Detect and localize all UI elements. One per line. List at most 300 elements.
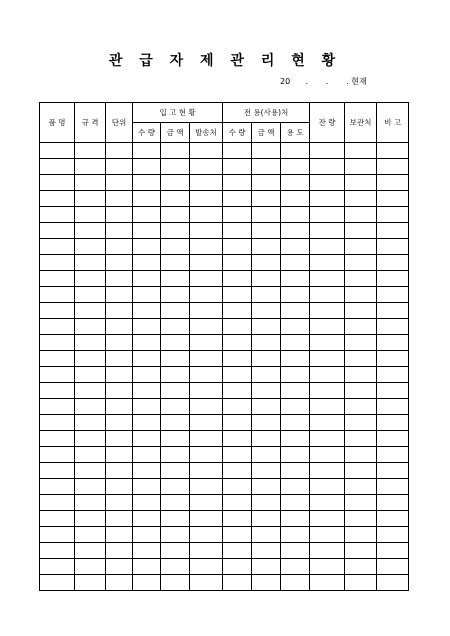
table-cell[interactable] xyxy=(310,207,345,223)
table-cell[interactable] xyxy=(40,527,75,543)
table-cell[interactable] xyxy=(161,255,190,271)
table-cell[interactable] xyxy=(106,383,133,399)
table-cell[interactable] xyxy=(223,191,252,207)
table-cell[interactable] xyxy=(190,479,223,495)
table-cell[interactable] xyxy=(252,415,281,431)
table-cell[interactable] xyxy=(40,367,75,383)
table-cell[interactable] xyxy=(310,527,345,543)
table-cell[interactable] xyxy=(345,271,377,287)
table-cell[interactable] xyxy=(252,511,281,527)
table-cell[interactable] xyxy=(377,479,409,495)
table-cell[interactable] xyxy=(345,463,377,479)
table-cell[interactable] xyxy=(75,527,106,543)
table-cell[interactable] xyxy=(310,415,345,431)
table-cell[interactable] xyxy=(190,559,223,575)
table-cell[interactable] xyxy=(252,239,281,255)
table-cell[interactable] xyxy=(252,175,281,191)
table-cell[interactable] xyxy=(161,543,190,559)
table-cell[interactable] xyxy=(223,543,252,559)
table-cell[interactable] xyxy=(161,511,190,527)
table-cell[interactable] xyxy=(40,303,75,319)
table-cell[interactable] xyxy=(252,447,281,463)
table-cell[interactable] xyxy=(377,559,409,575)
table-cell[interactable] xyxy=(133,447,161,463)
table-cell[interactable] xyxy=(190,335,223,351)
table-cell[interactable] xyxy=(310,511,345,527)
table-cell[interactable] xyxy=(377,383,409,399)
table-cell[interactable] xyxy=(133,175,161,191)
table-cell[interactable] xyxy=(310,447,345,463)
table-cell[interactable] xyxy=(161,271,190,287)
table-cell[interactable] xyxy=(310,303,345,319)
table-cell[interactable] xyxy=(133,463,161,479)
table-cell[interactable] xyxy=(106,175,133,191)
table-cell[interactable] xyxy=(75,143,106,159)
table-cell[interactable] xyxy=(252,399,281,415)
table-cell[interactable] xyxy=(161,415,190,431)
table-cell[interactable] xyxy=(75,463,106,479)
table-cell[interactable] xyxy=(161,223,190,239)
table-cell[interactable] xyxy=(133,479,161,495)
table-cell[interactable] xyxy=(377,447,409,463)
table-cell[interactable] xyxy=(345,383,377,399)
table-cell[interactable] xyxy=(75,335,106,351)
table-cell[interactable] xyxy=(75,239,106,255)
table-cell[interactable] xyxy=(310,575,345,591)
table-cell[interactable] xyxy=(281,351,310,367)
table-cell[interactable] xyxy=(223,511,252,527)
table-cell[interactable] xyxy=(377,543,409,559)
table-cell[interactable] xyxy=(223,575,252,591)
table-cell[interactable] xyxy=(40,511,75,527)
table-cell[interactable] xyxy=(190,511,223,527)
table-cell[interactable] xyxy=(106,511,133,527)
table-cell[interactable] xyxy=(345,335,377,351)
table-cell[interactable] xyxy=(106,495,133,511)
table-cell[interactable] xyxy=(223,223,252,239)
table-cell[interactable] xyxy=(190,191,223,207)
table-cell[interactable] xyxy=(223,447,252,463)
table-cell[interactable] xyxy=(190,175,223,191)
table-cell[interactable] xyxy=(161,559,190,575)
table-cell[interactable] xyxy=(281,335,310,351)
table-cell[interactable] xyxy=(161,479,190,495)
table-cell[interactable] xyxy=(75,303,106,319)
table-cell[interactable] xyxy=(281,271,310,287)
table-cell[interactable] xyxy=(106,239,133,255)
table-cell[interactable] xyxy=(190,527,223,543)
table-cell[interactable] xyxy=(345,527,377,543)
table-cell[interactable] xyxy=(345,447,377,463)
table-cell[interactable] xyxy=(190,415,223,431)
table-cell[interactable] xyxy=(223,303,252,319)
table-cell[interactable] xyxy=(106,447,133,463)
table-cell[interactable] xyxy=(106,367,133,383)
table-cell[interactable] xyxy=(281,287,310,303)
table-cell[interactable] xyxy=(377,431,409,447)
table-cell[interactable] xyxy=(310,255,345,271)
table-cell[interactable] xyxy=(377,319,409,335)
table-cell[interactable] xyxy=(377,255,409,271)
table-cell[interactable] xyxy=(345,255,377,271)
table-cell[interactable] xyxy=(377,239,409,255)
table-cell[interactable] xyxy=(133,255,161,271)
table-cell[interactable] xyxy=(161,207,190,223)
table-cell[interactable] xyxy=(310,191,345,207)
table-cell[interactable] xyxy=(106,431,133,447)
table-cell[interactable] xyxy=(75,319,106,335)
table-cell[interactable] xyxy=(40,495,75,511)
table-cell[interactable] xyxy=(190,303,223,319)
table-cell[interactable] xyxy=(281,399,310,415)
table-cell[interactable] xyxy=(190,383,223,399)
table-cell[interactable] xyxy=(345,175,377,191)
table-cell[interactable] xyxy=(223,239,252,255)
table-cell[interactable] xyxy=(223,255,252,271)
table-cell[interactable] xyxy=(40,207,75,223)
table-cell[interactable] xyxy=(133,239,161,255)
table-cell[interactable] xyxy=(310,223,345,239)
table-cell[interactable] xyxy=(190,159,223,175)
table-cell[interactable] xyxy=(223,207,252,223)
table-cell[interactable] xyxy=(281,463,310,479)
table-cell[interactable] xyxy=(281,431,310,447)
table-cell[interactable] xyxy=(75,479,106,495)
table-cell[interactable] xyxy=(190,351,223,367)
table-cell[interactable] xyxy=(40,223,75,239)
table-cell[interactable] xyxy=(106,527,133,543)
table-cell[interactable] xyxy=(161,159,190,175)
table-cell[interactable] xyxy=(310,479,345,495)
table-cell[interactable] xyxy=(223,367,252,383)
table-cell[interactable] xyxy=(345,303,377,319)
table-cell[interactable] xyxy=(40,351,75,367)
table-cell[interactable] xyxy=(252,431,281,447)
table-cell[interactable] xyxy=(281,319,310,335)
table-cell[interactable] xyxy=(223,463,252,479)
table-cell[interactable] xyxy=(133,143,161,159)
table-cell[interactable] xyxy=(106,415,133,431)
table-cell[interactable] xyxy=(106,303,133,319)
table-cell[interactable] xyxy=(281,495,310,511)
table-cell[interactable] xyxy=(377,463,409,479)
table-cell[interactable] xyxy=(252,287,281,303)
table-cell[interactable] xyxy=(133,303,161,319)
table-cell[interactable] xyxy=(223,559,252,575)
table-cell[interactable] xyxy=(75,175,106,191)
table-cell[interactable] xyxy=(223,159,252,175)
table-cell[interactable] xyxy=(40,463,75,479)
table-cell[interactable] xyxy=(345,143,377,159)
table-cell[interactable] xyxy=(40,415,75,431)
table-cell[interactable] xyxy=(161,319,190,335)
table-cell[interactable] xyxy=(345,223,377,239)
table-cell[interactable] xyxy=(40,431,75,447)
table-cell[interactable] xyxy=(190,207,223,223)
table-cell[interactable] xyxy=(106,223,133,239)
table-cell[interactable] xyxy=(40,239,75,255)
table-cell[interactable] xyxy=(345,511,377,527)
table-cell[interactable] xyxy=(281,367,310,383)
table-cell[interactable] xyxy=(133,207,161,223)
table-cell[interactable] xyxy=(133,223,161,239)
table-cell[interactable] xyxy=(223,143,252,159)
table-cell[interactable] xyxy=(252,463,281,479)
table-cell[interactable] xyxy=(161,143,190,159)
table-cell[interactable] xyxy=(281,159,310,175)
table-cell[interactable] xyxy=(133,415,161,431)
table-cell[interactable] xyxy=(377,159,409,175)
table-cell[interactable] xyxy=(106,335,133,351)
table-cell[interactable] xyxy=(161,447,190,463)
table-cell[interactable] xyxy=(161,191,190,207)
table-cell[interactable] xyxy=(75,255,106,271)
table-cell[interactable] xyxy=(40,447,75,463)
table-cell[interactable] xyxy=(223,527,252,543)
table-cell[interactable] xyxy=(161,303,190,319)
table-cell[interactable] xyxy=(133,159,161,175)
table-cell[interactable] xyxy=(190,447,223,463)
table-cell[interactable] xyxy=(75,287,106,303)
table-cell[interactable] xyxy=(106,271,133,287)
table-cell[interactable] xyxy=(161,575,190,591)
table-cell[interactable] xyxy=(106,159,133,175)
table-cell[interactable] xyxy=(133,575,161,591)
table-cell[interactable] xyxy=(345,495,377,511)
table-cell[interactable] xyxy=(252,191,281,207)
table-cell[interactable] xyxy=(377,143,409,159)
table-cell[interactable] xyxy=(161,527,190,543)
table-cell[interactable] xyxy=(106,287,133,303)
table-cell[interactable] xyxy=(223,415,252,431)
table-cell[interactable] xyxy=(252,159,281,175)
table-cell[interactable] xyxy=(281,207,310,223)
table-cell[interactable] xyxy=(252,559,281,575)
table-cell[interactable] xyxy=(190,287,223,303)
table-cell[interactable] xyxy=(377,175,409,191)
table-cell[interactable] xyxy=(161,383,190,399)
table-cell[interactable] xyxy=(223,287,252,303)
table-cell[interactable] xyxy=(223,399,252,415)
table-cell[interactable] xyxy=(252,383,281,399)
table-cell[interactable] xyxy=(190,431,223,447)
table-cell[interactable] xyxy=(75,399,106,415)
table-cell[interactable] xyxy=(40,383,75,399)
table-cell[interactable] xyxy=(75,495,106,511)
table-cell[interactable] xyxy=(106,575,133,591)
table-cell[interactable] xyxy=(281,543,310,559)
table-cell[interactable] xyxy=(40,479,75,495)
table-cell[interactable] xyxy=(345,319,377,335)
table-cell[interactable] xyxy=(133,543,161,559)
table-cell[interactable] xyxy=(252,319,281,335)
table-cell[interactable] xyxy=(40,335,75,351)
table-cell[interactable] xyxy=(133,527,161,543)
table-cell[interactable] xyxy=(310,159,345,175)
table-cell[interactable] xyxy=(75,383,106,399)
table-cell[interactable] xyxy=(223,383,252,399)
table-cell[interactable] xyxy=(377,511,409,527)
table-cell[interactable] xyxy=(133,335,161,351)
table-cell[interactable] xyxy=(75,415,106,431)
table-cell[interactable] xyxy=(345,431,377,447)
table-cell[interactable] xyxy=(377,191,409,207)
table-cell[interactable] xyxy=(310,399,345,415)
table-cell[interactable] xyxy=(281,559,310,575)
table-cell[interactable] xyxy=(310,383,345,399)
table-cell[interactable] xyxy=(345,351,377,367)
table-cell[interactable] xyxy=(310,143,345,159)
table-cell[interactable] xyxy=(133,511,161,527)
table-cell[interactable] xyxy=(133,287,161,303)
table-cell[interactable] xyxy=(345,559,377,575)
table-cell[interactable] xyxy=(377,527,409,543)
table-cell[interactable] xyxy=(106,559,133,575)
table-cell[interactable] xyxy=(40,543,75,559)
table-cell[interactable] xyxy=(161,239,190,255)
table-cell[interactable] xyxy=(133,367,161,383)
table-cell[interactable] xyxy=(345,543,377,559)
table-cell[interactable] xyxy=(75,351,106,367)
table-cell[interactable] xyxy=(281,447,310,463)
table-cell[interactable] xyxy=(281,527,310,543)
table-cell[interactable] xyxy=(40,559,75,575)
table-cell[interactable] xyxy=(377,335,409,351)
table-cell[interactable] xyxy=(377,495,409,511)
table-cell[interactable] xyxy=(281,255,310,271)
table-cell[interactable] xyxy=(310,367,345,383)
table-cell[interactable] xyxy=(310,431,345,447)
table-cell[interactable] xyxy=(40,575,75,591)
table-cell[interactable] xyxy=(190,463,223,479)
table-cell[interactable] xyxy=(40,175,75,191)
table-cell[interactable] xyxy=(40,255,75,271)
table-cell[interactable] xyxy=(106,143,133,159)
table-cell[interactable] xyxy=(75,191,106,207)
table-cell[interactable] xyxy=(252,207,281,223)
table-cell[interactable] xyxy=(252,303,281,319)
table-cell[interactable] xyxy=(190,319,223,335)
table-cell[interactable] xyxy=(190,367,223,383)
table-cell[interactable] xyxy=(377,367,409,383)
table-cell[interactable] xyxy=(106,319,133,335)
table-cell[interactable] xyxy=(377,399,409,415)
table-cell[interactable] xyxy=(161,175,190,191)
table-cell[interactable] xyxy=(133,319,161,335)
table-cell[interactable] xyxy=(252,495,281,511)
table-cell[interactable] xyxy=(106,543,133,559)
table-cell[interactable] xyxy=(75,447,106,463)
table-cell[interactable] xyxy=(161,335,190,351)
table-cell[interactable] xyxy=(223,335,252,351)
table-cell[interactable] xyxy=(281,415,310,431)
table-cell[interactable] xyxy=(190,143,223,159)
table-cell[interactable] xyxy=(106,351,133,367)
table-cell[interactable] xyxy=(281,175,310,191)
table-cell[interactable] xyxy=(310,351,345,367)
table-cell[interactable] xyxy=(133,431,161,447)
table-cell[interactable] xyxy=(252,255,281,271)
table-cell[interactable] xyxy=(310,271,345,287)
table-cell[interactable] xyxy=(281,511,310,527)
table-cell[interactable] xyxy=(190,399,223,415)
table-cell[interactable] xyxy=(252,335,281,351)
table-cell[interactable] xyxy=(75,543,106,559)
table-cell[interactable] xyxy=(40,191,75,207)
table-cell[interactable] xyxy=(106,479,133,495)
table-cell[interactable] xyxy=(161,463,190,479)
table-cell[interactable] xyxy=(161,287,190,303)
table-cell[interactable] xyxy=(223,175,252,191)
table-cell[interactable] xyxy=(106,207,133,223)
table-cell[interactable] xyxy=(281,575,310,591)
table-cell[interactable] xyxy=(310,287,345,303)
table-cell[interactable] xyxy=(310,319,345,335)
table-cell[interactable] xyxy=(223,319,252,335)
table-cell[interactable] xyxy=(75,159,106,175)
table-cell[interactable] xyxy=(345,399,377,415)
table-cell[interactable] xyxy=(190,495,223,511)
table-cell[interactable] xyxy=(75,559,106,575)
table-cell[interactable] xyxy=(106,191,133,207)
table-cell[interactable] xyxy=(133,559,161,575)
table-cell[interactable] xyxy=(377,351,409,367)
table-cell[interactable] xyxy=(133,191,161,207)
table-cell[interactable] xyxy=(310,239,345,255)
table-cell[interactable] xyxy=(133,383,161,399)
table-cell[interactable] xyxy=(252,543,281,559)
table-cell[interactable] xyxy=(75,431,106,447)
table-cell[interactable] xyxy=(223,479,252,495)
table-cell[interactable] xyxy=(345,191,377,207)
table-cell[interactable] xyxy=(310,463,345,479)
table-cell[interactable] xyxy=(40,399,75,415)
table-cell[interactable] xyxy=(310,495,345,511)
table-cell[interactable] xyxy=(190,255,223,271)
table-cell[interactable] xyxy=(190,239,223,255)
table-cell[interactable] xyxy=(75,271,106,287)
table-cell[interactable] xyxy=(377,415,409,431)
table-cell[interactable] xyxy=(106,255,133,271)
table-cell[interactable] xyxy=(106,463,133,479)
table-cell[interactable] xyxy=(377,287,409,303)
table-cell[interactable] xyxy=(75,207,106,223)
table-cell[interactable] xyxy=(75,575,106,591)
table-cell[interactable] xyxy=(310,543,345,559)
table-cell[interactable] xyxy=(281,191,310,207)
table-cell[interactable] xyxy=(377,223,409,239)
table-cell[interactable] xyxy=(40,159,75,175)
table-cell[interactable] xyxy=(40,143,75,159)
table-cell[interactable] xyxy=(133,351,161,367)
table-cell[interactable] xyxy=(223,271,252,287)
table-cell[interactable] xyxy=(345,239,377,255)
table-cell[interactable] xyxy=(161,495,190,511)
table-cell[interactable] xyxy=(75,511,106,527)
table-cell[interactable] xyxy=(345,287,377,303)
table-cell[interactable] xyxy=(345,415,377,431)
table-cell[interactable] xyxy=(281,143,310,159)
table-cell[interactable] xyxy=(75,367,106,383)
table-cell[interactable] xyxy=(161,431,190,447)
table-cell[interactable] xyxy=(75,223,106,239)
table-cell[interactable] xyxy=(40,319,75,335)
table-cell[interactable] xyxy=(345,479,377,495)
table-cell[interactable] xyxy=(345,207,377,223)
table-cell[interactable] xyxy=(377,271,409,287)
table-cell[interactable] xyxy=(223,351,252,367)
table-cell[interactable] xyxy=(190,575,223,591)
